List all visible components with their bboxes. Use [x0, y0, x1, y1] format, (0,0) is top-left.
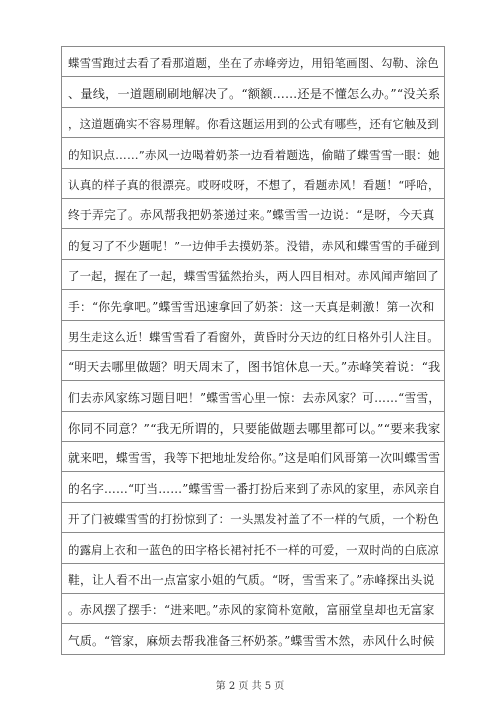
text-line-content: 鞋，让人看不出一点富家小姐的气质。“呀，雪雪来了。”赤峰探出头说 [68, 573, 435, 588]
text-line [62, 138, 444, 168]
text-line [62, 503, 444, 533]
text-line-content: 、量线，一道题刷刷地解决了。“额额……还是不懂怎么办。”“没关系 [68, 86, 441, 101]
text-line [62, 381, 444, 411]
text-line-content: 的露肩上衣和一蓝色的田字格长裙衬托不一样的可爱，一双时尚的白底凉 [68, 542, 439, 557]
text-line-content: 。赤风摆了摆手：“进来吧。”赤风的家简朴宽敞，富丽堂皇却也无富家 [68, 603, 435, 618]
text-line-content: 手：“你先拿吧。”蝶雪雪迅速拿回了奶茶：这一天真是刺激！第一次和 [68, 299, 435, 314]
text-line [62, 260, 444, 290]
text-line [62, 533, 444, 563]
text-line [62, 229, 444, 259]
lined-text-grid [61, 46, 445, 655]
text-line-content: 的名字……“叮当……”蝶雪雪一番打扮后来到了赤风的家里，赤风亲自 [68, 481, 441, 496]
text-line [62, 77, 444, 107]
text-line-content: 开了门被蝶雪雪的打扮惊到了：一头黑发衬盖了不一样的气质，一个粉色 [68, 512, 439, 527]
text-line-content: 气质。“管家，麻烦去帮我准备三杯奶茶。”蝶雪雪木然，赤风什么时候 [68, 633, 435, 648]
text-line [62, 472, 444, 502]
text-line-content: 男生走这么近！蝶雪雪看了看窗外，黄昏时分天边的红日格外引人注目。 [68, 329, 439, 344]
text-line-content: 终于弄完了。赤风帮我把奶茶递过来。”蝶雪雪一边说：“是呀，今天真 [68, 208, 435, 223]
text-line [62, 321, 444, 351]
text-line [62, 442, 444, 472]
text-line [62, 624, 444, 654]
text-line-content: 了一起，握在了一起，蝶雪雪猛然抬头，两人四目相对。赤风闻声缩回了 [68, 269, 439, 284]
text-line [62, 199, 444, 229]
text-line [62, 290, 444, 320]
text-line [62, 594, 444, 624]
text-line [62, 47, 444, 77]
text-line-content: 你同不同意？”“我无所谓的，只要能做题去哪里都可以。”“要来我家 [68, 421, 441, 437]
text-line-content: 蝶雪雪跑过去看了看那道题，坐在了赤峰旁边，用铅笔画图、勾勒、涂色 [68, 56, 439, 71]
text-line [62, 564, 444, 594]
page-number-footer: 第 2 页 共 5 页 [215, 681, 285, 692]
text-line-content: 认真的样子真的很漂亮。哎呀哎呀，不想了，看题赤风！看题！“呼哈， [68, 177, 440, 192]
text-line-content: 就来吧，蝶雪雪，我等下把地址发给你。”这是咱们风哥第一次叫蝶雪雪 [68, 451, 441, 466]
text-line [62, 108, 444, 138]
text-line [62, 412, 444, 442]
text-line-content: ，这道题确实不容易理解。你看这题运用到的公式有哪些，还有它触及到 [68, 117, 439, 132]
text-line-content: “明天去哪里做题？明天周末了，图书馆休息一天。”赤峰笑着说：“我 [68, 360, 441, 375]
text-line-content: 们去赤风家练习题目吧！”蝶雪雪心里一惊：去赤风家？可……“雪雪， [68, 390, 441, 405]
text-line [62, 169, 444, 199]
text-line [62, 351, 444, 381]
text-line-content: 的复习了不少题呢！”一边伸手去摸奶茶。没错，赤风和蝶雪雪的手碰到 [68, 238, 440, 253]
text-line-content: 的知识点……”赤风一边喝着奶茶一边看着题选，偷瞄了蝶雪雪一眼：她 [68, 147, 440, 162]
